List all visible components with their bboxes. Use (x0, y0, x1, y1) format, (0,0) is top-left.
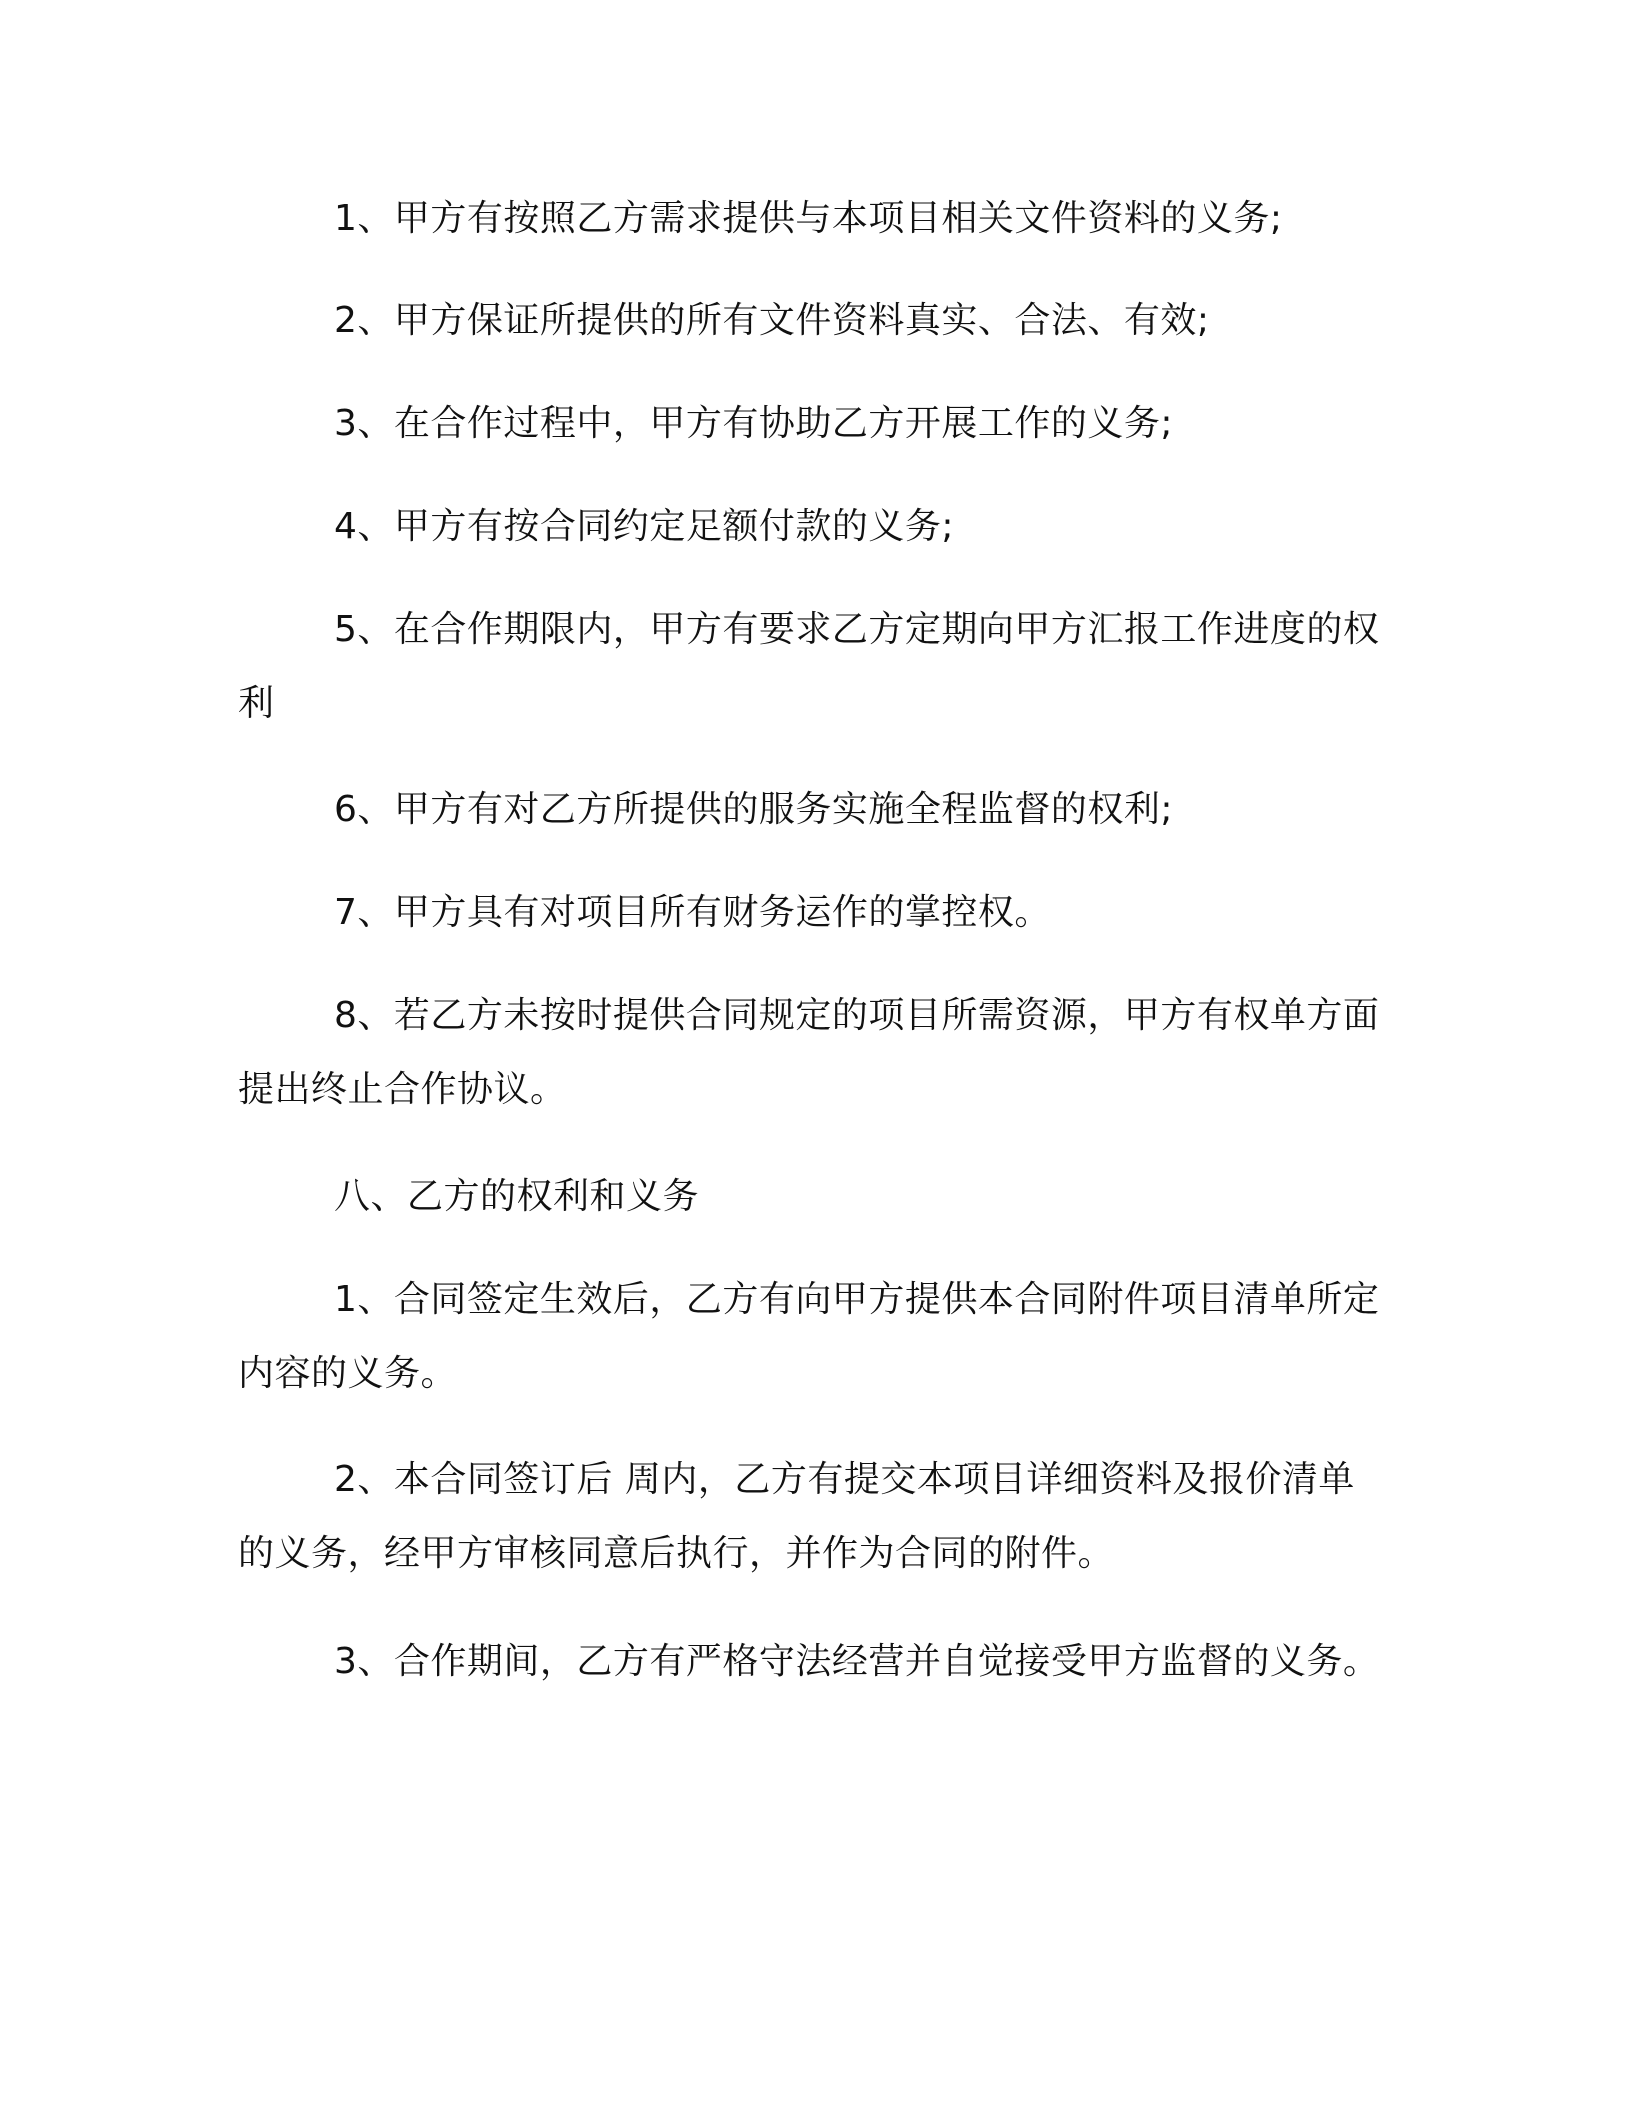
clause-party-b-3: 3、合作期间，乙方有严格守法经营并自觉接受甲方监督的义务。 (334, 1641, 1380, 1682)
clause-party-a-6: 6、甲方有对乙方所提供的服务实施全程监督的权利; (334, 789, 1174, 830)
clause-party-b-1: 1、合同签定生效后，乙方有向甲方提供本合同附件项目清单所定内容的义务。 (238, 1279, 1380, 1394)
clause-party-a-4: 4、甲方有按合同约定足额付款的义务; (334, 506, 955, 547)
clause-party-a-2: 2、甲方保证所提供的所有文件资料真实、合法、有效; (334, 300, 1210, 341)
clause-party-a-5: 5、在合作期限内，甲方有要求乙方定期向甲方汇报工作进度的权利 (238, 609, 1380, 724)
clause-party-a-1: 1、甲方有按照乙方需求提供与本项目相关文件资料的义务; (334, 198, 1283, 239)
section-heading-party-b: 八、乙方的权利和义务 (334, 1176, 700, 1217)
clause-party-a-8: 8、若乙方未按时提供合同规定的项目所需资源，甲方有权单方面提出终止合作协议。 (238, 995, 1380, 1110)
clause-party-b-2: 2、本合同签订后 周内，乙方有提交本项目详细资料及报价清单的义务，经甲方审核同意后执行，并作为合同的附件。 (238, 1459, 1355, 1574)
clause-party-a-3: 3、在合作过程中，甲方有协助乙方开展工作的义务; (334, 403, 1174, 444)
clause-party-a-7: 7、甲方具有对项目所有财务运作的掌控权。 (334, 892, 1051, 933)
